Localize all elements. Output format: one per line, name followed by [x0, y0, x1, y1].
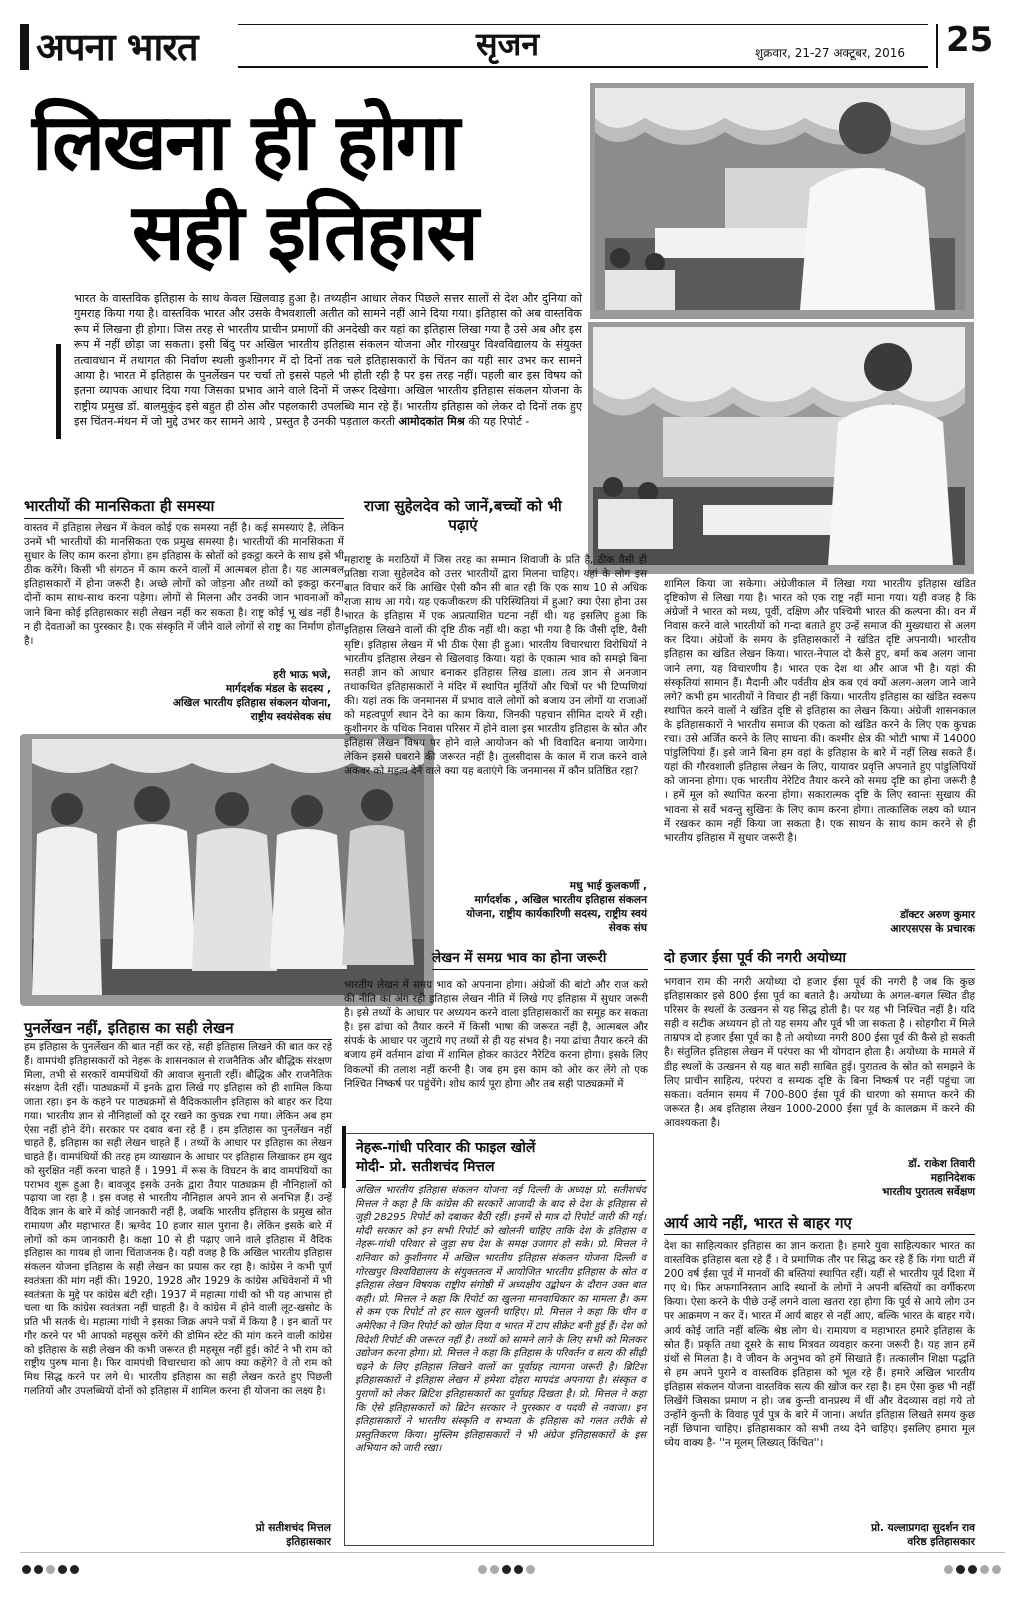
article-body-mentality: वास्तव में इतिहास लेखन में केवल कोई एक समस्या नहीं है। कई समस्याएं है, लेकिन उनमें भी भारतीयों की मानसिकता एक प्रमुख समस्या है। भारतीयों की मानसिकता में सुधार के लिए काम करना होगा। हम इतिहास के स्रोतों को इकट्ठा करने के साथ इसे भी ठीक करेंगे। किसी भी संगठन में काम करने वालों में आत्मबल होता है। यह आत्मबल इतिहासकारों में होना जरूरी है। अच्छे लोगों को जोड़ना और तथ्यों को इकट्ठा करना दोनों काम साथ-साथ करना पड़ेगा। लोगों से मिलना और उनकी जान भावनाओं को जाने बिना कोई इतिहासकार सही लेखन नहीं कर सकता है। राष्ट्र कोई भू खंड नहीं है। न ही देवताओं का पुरस्कार है। एक संस्कृति में जीने वाले लोगों से राष्ट्र का निर्माण होता है। [24, 522, 344, 647]
footer-dot [526, 1565, 535, 1574]
signature-line: मार्गदर्शक मंडल के सदस्य , [225, 683, 331, 695]
signature-line: मधु भाई कुलकर्णी , [569, 880, 647, 892]
article-signature-correct-writing [24, 1521, 331, 1549]
heading-rule [664, 1234, 975, 1235]
box-accent-bar [342, 1126, 346, 1188]
heading-rule [24, 1039, 332, 1040]
speaker-at-podium-icon [595, 88, 965, 310]
intro-tail: की यह रिपोर्ट - [468, 415, 530, 429]
footer-dot [58, 1565, 67, 1574]
article-heading-correct-writing: पुनर्लेखन नहीं, इतिहास का सही लेखन [24, 1019, 234, 1037]
signature-line: डॉक्टर अरुण कुमार [900, 909, 975, 921]
article-body-correct-writing: हम इतिहास के पुनर्लेखन की बात नहीं कर रहे, सही इतिहास लिखने की बात कर रहे हैं। वामपंथी इतिहासकारों को नेहरू के शासनकाल से राजनैतिक और बौद्धिक संरक्षण मिला, तभी से सरकारें वामपंथियों की आवाज सुनाती रहीं। बौद्धिक और राजनैतिक संरक्षण देती रहीं। पाठ्यक्रमों में इनके द्वारा लिखे गए इतिहास को ही शामिल किया जाता रहा। इन के कहने पर पाठ्यक्रमों से वैदिककालीन इतिहास को बाहर कर दिया गया। भारतीय ज्ञान से नौनिहालों को दूर रखने का कुचक्र रचा गया। लेकिन अब हम ऐसा नहीं होने देंगे। सरकार पर दबाव बना रहे हैं । हम इतिहास का पुनर्लेखन नहीं चाहते हैं, इतिहास का सही लेखन चाहते हैं । तथ्यों के आधार पर इतिहास का लेखन चाहते हैं। वामपंथियों की तरह हम व्याख्यान के आधार पर इतिहास लिखाकर हम खुद को सुरक्षित नहीं करना चाहते हैं । 1991 में रूस के विघटन के बाद वामपंथियों का पराभव शुरू हुआ है। बावजूद इसके उनके द्वारा तैयार पाठ्यक्रम ही नौनिहालों को पढ़ाया जा रहा है । इस वजह से भारतीय नौनिहाल अपने ज्ञान से अनभिज्ञ हैं। उन्हें वैदिक ज्ञान के बारे में कोई जानकारी नहीं है, जबकि भारतीय इतिहास के प्रमुख स्रोत रामायण और महाभारत हैं। ऋग्वेद 10 हजार साल पुराना है। लेकिन इसके बारे में लोगों को कम जानकारी है। कक्षा 10 से ही पढ़ाए जाने वाले इतिहास में वैदिक इतिहास का गायब हो जाना चिंताजनक है। यही वजह है कि अखिल भारतीय इतिहास संकलन योजना इतिहास के सही लेखन का प्रयास कर रहा है। कांग्रेस ने कभी पूर्ण स्वतंत्रता की मांग नहीं की। 1920, 1928 और 1929 के कांग्रेस अधिवेशनों में भी स्वतंत्रता के मुद्दे पर कांग्रेस बंटी रही। 1937 में महात्मा गांधी को भी यह आभास हो चला था कि कांग्रेस स्वतंत्रता नहीं चाहती है। वे कांग्रेस में होने वाली लूट-खसोट के प्रति भी सतर्क थे। महात्मा गांधी ने इसका जिक्र अपने पत्रों में किया है । इन बातों पर गौर करने पर भी आपको महसूस करेंगे की डोमिन स्टेट की मांग करने वाली कांग्रेस को इतिहास के सही लेखन की कभी जरूरत ही महसूस नहीं हुई। कोर्ट ने भी राम को राष्ट्रीय पुरुष माना है। फिर वामपंथी विचारधारा को आप क्या कहेंगे? वे तो राम को मिथ सिद्ध करने पर लगे थे। भारतीय इतिहास का सही लेखन करते हुए पिछली गलतियों और उपलब्धियों दोनों को इतिहास में शामिल करना ही योजना का लक्ष्य है। [24, 1042, 332, 1397]
footer-dot [968, 1565, 977, 1574]
intro-paragraph [74, 291, 582, 430]
headline-line-2: सही इतिहास [132, 187, 477, 278]
intro-text: भारत के वास्तविक इतिहास के साथ केवल खिलवाड़ हुआ है। तथ्यहीन आधार लेकर पिछले सत्तर सालों से देश और दुनिया को गुमराह किया गया है। वास्तविक भारत और उसके वैभवशाली अतीत को सामने नहीं आने दिया गया। इतिहास को अब वास्तविक रूप में लिखना ही होगा। जिस तरह से भारतीय प्राचीन प्रमाणों की अनदेखी कर यहां का इतिहास लिखा गया है उसे अब और इस रूप में नहीं छोड़ा जा सकता। इसी बिंदु पर अखिल भारतीय इतिहास संकलन योजना और गोरखपुर विश्वविद्यालय के संयुक्त तत्वावधान में तथागत की निर्वाण स्थली कुशीनगर में दो दिनों तक चले इतिहासकारों के चिंतन का यही सार उभर कर सामने आया है। भारत में इतिहास के पुनर्लेखन पर चर्चा तो इससे पहले भी होती रही है पर इस तरह नहीं। पहली बार इस विषय को इतना व्यापक आधार दिया गया जिसका प्रभाव आने वाले दिनों में जरूर दिखेगा। अखिल भारतीय इतिहास संकलन योजना के राष्ट्रीय प्रमुख डॉ. बालमुकुंद इसे बहुत ही ठोस और पहलकारी उपलब्धि मान रहे हैं। भारतीय इतिहास को लेकर दो दिनों तक हुए इस चिंतन-मंथन में जो मुद्दे उभर कर सामने आये , प्रस्तुत है उनकी पड़ताल करती [74, 292, 582, 429]
masthead-bottom-rule [238, 66, 928, 68]
signature-line: सेवक संघ [608, 922, 647, 934]
footer-dot [22, 1565, 31, 1574]
masthead-top-rule [238, 24, 928, 25]
headline-line-1: लिखना ही होगा [32, 97, 459, 188]
footer-dot [980, 1565, 989, 1574]
heading-rule [664, 969, 975, 970]
article-signature-suheldev [344, 879, 647, 935]
footer-dot [514, 1565, 523, 1574]
signature-line: आरएसएस के प्रचारक [890, 923, 975, 935]
masthead [20, 20, 1005, 70]
speaker-at-podium-icon [593, 327, 965, 565]
box-heading-line-1: नेहरू-गांधी परिवार की फाइल खोलें [356, 1140, 536, 1156]
heading-rule [24, 518, 344, 519]
signature-line: योजना, राष्ट्रीय कार्यकारिणी सदस्य, राष्ट्रीय स्वयं [466, 908, 647, 920]
speaker-photo-1 [595, 88, 965, 310]
article-body-aryans: देश का साहित्यकार इतिहास का ज्ञान कराता है। हमारे युवा साहित्यकार भारत का वास्तविक इतिहास बता रहे हैं । वे प्रमाणिक तौर पर सिद्ध कर रहे हैं कि गंगा घाटी में 200 वर्ष ईसा पूर्व में मानवों की बस्तियां स्थापित रहीं। यहीं से भारतीय पूर्व दिशा में गए थे। फिर अफगानिस्तान आदि स्थानों के लोगों ने अपनी बस्तियों का वर्गीकरण किया। ऐसा करने के पीछे उन्हें लगने वाला खतरा रहा होगा कि पूर्व से आये लोग उन पर आक्रमण न कर दें। भारत में आर्य बाहर से नहीं आए, बल्कि भारत के बाहर गये। आर्य कोई जाति नहीं बल्कि श्रेष्ठ लोग थे। रामायण व महाभारत हमारे इतिहास के स्रोत हैं। प्रकृति तथा दूसरे के साथ मित्रवत व्यवहार करना जरूरी है। यह ज्ञान हमें ग्रंथों से मिलता है। वे जीवन के अनुभव को हमें सिखाते हैं। तत्कालीन शिक्षा पद्धति से हम अपने पुराने व वास्तविक इतिहास को भूल रहे हैं। हमारे अखिल भारतीय इतिहास संकलन योजना वास्तविक सत्य की खोज कर रहा है। हम ऐसा कुछ भी नहीं लिखेंगे जिसका प्रमाण न हो। जब कुन्ती वानप्रस्थ में थीं और वेदव्यास वहां गये तो उन्होंने कुन्ती के विवाह पूर्व पुत्र के बारे में जाना। अर्थात इतिहास लिखते समय कुछ नहीं छिपाना चाहिए। इतिहासकार को सभी तथ्य देने चाहिए। इसलिए हमारा मूल ध्येय वाक्य है- ''न मूलम् लिख्यत् किंचित''। [664, 1240, 975, 1450]
article-body-suheldev: महाराष्ट्र के मराठियों में जिस तरह का सम्मान शिवाजी के प्रति है, ठीक वैसी ही प्रतिष्ठा राजा सुहेलदेव को उत्तर भारतीयों द्वारा मिलना चाहिए। यहां के लोग इस बात विचार करें कि आखिर ऐसी कौन सी बात रही कि एक साथ 10 से अधिक राजा साथ आ गये। यह एकजीकरण की परिस्थितियां में हुआ? क्या ऐसा होना उस भारत के इतिहास में एक अप्रत्याशित घटना नहीं थी। यह इसलिए हुआ कि इतिहास लिखने वालों की दृष्टि ठीक नहीं थी। कहा भी गया है कि जैसी दृष्टि, वैसी सृष्टि। इतिहास लेखन में भी ठीक ऐसा ही हुआ। भारतीय विचारधारा विरोधियों ने भारतीय इतिहास लेखन से खिलवाड़ किया। यहां के एकात्म भाव को समझे बिना सतही ज्ञान को आधार बनाकर इतिहास लिख डाला। तत्व ज्ञान से अनजान तथाकथित इतिहासकारों ने मंदिर में स्थापित मूर्तियों और चित्रों पर भी टिप्पणियां की। यहां तक कि जनमानस में प्रभाव वाले लोगों को बजाय उन लोगों या राजाओं को महत्वपूर्ण स्थान देने का काम किया, जिनकी पहचान सीमित दायरे में रही। कुशीनगर के पथिक निवास परिसर में होने वाला इस भारतीय इतिहास के स्रोत और इतिहास लेखन विषय पर होने वाले आयोजन को भी विवादित बनाया जायेगा। लेकिन इससे घबराने की जरूरत नहीं है। तुलसीदास के काल में राज करने वाले अकबर को महत्व देने वाले क्या यह बताएंगे कि जनमानस में कौन प्रतिष्ठित रहा? [344, 554, 647, 778]
signature-line: वरिष्ठ इतिहासकार [907, 1536, 975, 1548]
footer-dot [502, 1565, 511, 1574]
signature-line: भारतीय पुरातत्व सर्वेक्षण [882, 1186, 975, 1198]
article-heading-holistic: लेखन में समग्र भाव का होना जरूरी [432, 950, 607, 966]
footer-dot [478, 1565, 487, 1574]
signature-line: मार्गदर्शक , अखिल भारतीय इतिहास संकलन [474, 894, 647, 906]
footer-dot [992, 1565, 1001, 1574]
article-signature-aryans [664, 1521, 975, 1549]
intro-accent-bar [56, 344, 61, 439]
article-signature-mentality [24, 668, 331, 724]
newspaper-brand: अपना भारत [36, 24, 198, 69]
signature-line: अखिल भारतीय इतिहास संकलन योजना, [172, 697, 331, 709]
article-heading-mentality: भारतीयों की मानसिकता ही समस्या [24, 497, 215, 515]
box-heading-line-2: मोदी- प्रो. सतीशचंद मित्तल [356, 1159, 495, 1175]
signature-line: प्रो सतीशचंद मित्तल [255, 1522, 331, 1534]
article-signature-fragmented-view [664, 908, 975, 936]
footer-dot [34, 1565, 43, 1574]
signature-line: हरी भाऊ भजे, [273, 669, 331, 681]
footer-dot [70, 1565, 79, 1574]
article-heading-ayodhya: दो हजार ईसा पूर्व की नगरी अयोध्या [664, 950, 847, 966]
masthead-bar [20, 24, 29, 70]
issue-date: शुक्रवार, 21-27 अक्टूबर, 2016 [755, 46, 906, 60]
footer-rule [20, 1552, 1005, 1553]
intro-author: आमोदकांत मिश्र [398, 415, 465, 429]
signature-line: इतिहासकार [286, 1536, 331, 1548]
signature-line: प्रो. यल्लाप्रगदा सुदर्शन राव [871, 1522, 975, 1534]
signature-line: महानिदेशक [930, 1172, 975, 1184]
article-body-holistic: भारतीय लेखन में समग्र भाव को अपनाना होगा। अंग्रेजों की बांटो और राज करो की नीति का अंग रही इतिहास लेखन नीति में लिखे गए इतिहास में सुधार जरूरी है। इसे तथ्यों के आधार पर अध्ययन करने वाला इतिहासकारों का समूह कर सकता है। इस ढांचा को तैयार करने में किसी भाषा की जरूरत नहीं है, आत्मबल और संपर्क के आधार पर जुटाये गए तथ्यों से ही यह संभव है। नया ढांचा तैयार करने की बजाय हमें वर्तमान ढांचा में शामिल होकर काउंटर नैरेटिव करना होगा। इसके लिए विकल्पों की तलाश नहीं करनी है। जब हम इस काम को ओर कर लेंगे तो एक निश्चित निष्कर्ष पर पहुंचेंगे। शोध कार्य पूरा होगा और तब सही पाठ्यक्रमों में [344, 979, 648, 1090]
speaker-photo-2 [593, 327, 965, 565]
footer-dot [490, 1565, 499, 1574]
heading-rule [356, 1180, 646, 1181]
box-body: अखिल भारतीय इतिहास संकलन योजना नई दिल्ली के अध्यक्ष प्रो. सतीशचंद मित्तल ने कहा है कि कांग्रेस की सरकारें आजादी के बाद से देश के इतिहास से जुड़ी 28295 रिपोर्ट को दबाकर बैठी रहीं। इनमें से मात्र दो रिपोर्ट जारी की गई। मोदी सरकार को इन सभी रिपोर्ट को खोलनी चाहिए ताकि देश के इतिहास व नेहरू-गांधी परिवार से जुड़ा सच देश के समक्ष उजागर हो सके। प्रो. मित्तल ने शनिवार को कुशीनगर में अखिल भारतीय इतिहास संकलन योजना दिल्ली व गोरखपुर विश्वविद्यालय के संयुक्ततत्व में आयोजित भारतीय इतिहास के स्रोत व इतिहास लेखन विषयक राष्ट्रीय संगोष्ठी में अध्यक्षीय उद्बोधन के दौरान उक्त बात कही। प्रो. मित्तल ने कहा कि रिपोर्ट का खुलना मानवाधिकार का मामला है। कम से कम एक रिपोर्ट तो हर साल खुलनी चाहिए। प्रो. मित्तल ने कहा कि चीन व अमेरिका ने जिन रिपोर्ट को खोल दिया व भारत में टाप सीक्रेट बनी हुई हैं। देश को विदेशी रिपोर्ट की जरूरत नहीं है। तथ्यों को सामने लाने के लिए सभी को मिलकर उद्योजन करना होगा। प्रो. मित्तल ने कहा कि इतिहास के परिवर्तन व सत्य की सीढ़ी चढ़ने के लिए इतिहास लिखने वालों का पूर्वाग्रह त्यागना जरूरी है। ब्रिटिश इतिहासकारों ने इतिहास लेखन में हमेशा दोहरा मापदंड अपनाया है। संस्कृत व पुराणों को लेकर ब्रिटिश इतिहासकारों का पूर्वाग्रह दिखता है। प्रो. मित्तल ने कहा कि ऐसे इतिहासकारों को ब्रिटेन सरकार ने पुरस्कार व पदवी से नवाजा। इन इतिहासकारों ने भारतीय संस्कृति व सभ्यता के इतिहास को गलत तरीके से प्रस्तुतिकरण किया। मुस्लिम इतिहासकारों ने भी अंग्रेज इतिहासकारों के इस अभियान को जारी रखा। [355, 1185, 646, 1455]
footer-dot [944, 1565, 953, 1574]
page-number: 25 [946, 20, 994, 60]
signature-line: राष्ट्रीय स्वयंसेवक संघ [250, 711, 331, 723]
box-heading [356, 1139, 646, 1177]
article-signature-ayodhya [664, 1157, 975, 1199]
footer-dot [956, 1565, 965, 1574]
heading-rule [432, 969, 648, 970]
section-title: सृजन [476, 25, 540, 63]
article-heading-aryans: आर्य आये नहीं, भारत से बाहर गए [664, 1214, 852, 1232]
footer-dot [46, 1565, 55, 1574]
masthead-divider [936, 24, 938, 68]
article-body-ayodhya: भगवान राम की नगरी अयोध्या दो हजार ईसा पूर्व की नगरी है जब कि कुछ इतिहासकार इसे 800 ईसा पूर्व का बताते है। अयोध्या के अगल-बगल स्थित डीह परिसर के स्थलों के उत्खनन से यह सिद्ध होती है। पर यह भी निश्चित नहीं है। यदि सही व सटीक अध्ययन हो तो यह समय और पूर्व भी जा सकता है । सोहगौरा में मिले ताम्रपत्र दो हजार ईसा पूर्व का है तो अयोध्या नगरी 800 ईसा पूर्व की कैसे हो सकती है। संतुलित इतिहास लेखन में परंपरा का भी योगदान होता है। अयोध्या के मामले में डीह स्थलों के उत्खनन से यह बात सही साबित हुई। पुरातत्व के स्रोत को समझने के लिए प्राचीन साहित्य, परंपरा व सम्यक दृष्टि के बिना निष्कर्ष पर नहीं पहुंचा जा सकता। वर्तमान समय में 700-800 ईसा पूर्व की धारणा को समाप्त करने की जरूरत है। अब इतिहास लेखन 1000-2000 ईसा पूर्व के कालक्रम में करने की आवश्यकता है। [664, 976, 975, 1129]
article-body-fragmented-view: शामिल किया जा सकेगा। अंग्रेजीकाल में लिखा गया भारतीय इतिहास खंडित दृष्टिकोण से लिखा गया है। भारत को एक राष्ट्र नहीं माना गया। यही वजह है कि अंग्रेजों ने भारत को मध्य, पूर्वी, दक्षिण और पश्चिमी भारत की कल्पना की। वन में निवास करने वाले भारतीयों को गन्दा बताते हुए उन्हें समाज की मुख्यधारा से अलग कर दिया। अंग्रेजों के समय के इतिहासकारों ने खंडित दृष्टि अपनायी। भारतीय इतिहास का खंडित लेखन किया। भारत-नेपाल दो कैसे हुए, बर्मा कब अलग जाना जाने लगा, यह विचारणीय है। भारत एक देश था और आज भी है। यहां की संस्कृतियां सामान हैं। मैदानी और पर्वतीय क्षेत्र कब एवं क्यों अलग-अलग जाने जाने लगे? कभी हम भारतीयों ने विचार ही नहीं किया। भारतीय इतिहास का खंडित स्वरूप स्थापित करने वालों ने खंडित दृष्टि से इतिहास का लेखन किया। अंग्रेजी शासनकाल के इतिहासकारों ने भारतीय समाज की एकता को खंडित करने के लिए एक कुचक्र रचा। उसे अर्जित करने के लिए साधना की। कश्मीर क्षेत्र की भोटी भाषा में 14000 पांडुलिपियां हैं। इसे जाने बिना हम वहां के इतिहास के बारे में नहीं लिख सकते हैं। यहां की गौरवशाली इतिहास लेखन के लिए, यायावर प्रवृत्ति अपनाते हुए पांडुलिपियों को जानना होगा। एक भारतीय नेरेटिव तैयार करने को समग्र दृष्टि का होना जरूरी है । हमें मूल को स्थापित करना होगा। सकारात्मक दृष्टि के लिए स्वान्तः सुखाय की भावना से सर्वे भवन्तु सुखिनः के लिए काम करना होगा। तात्कालिक लक्ष्य को ध्यान में रखकर काम नहीं किया जा सकता है। एक साधन के साथ काम करने से ही भारतीय इतिहास में सुधार जरूरी है। [664, 578, 976, 844]
signature-line: डॉ. राकेश तिवारी [908, 1158, 975, 1170]
article-heading-suheldev: राजा सुहेलदेव को जानें,बच्चों को भी पढ़ाएं [364, 497, 562, 534]
